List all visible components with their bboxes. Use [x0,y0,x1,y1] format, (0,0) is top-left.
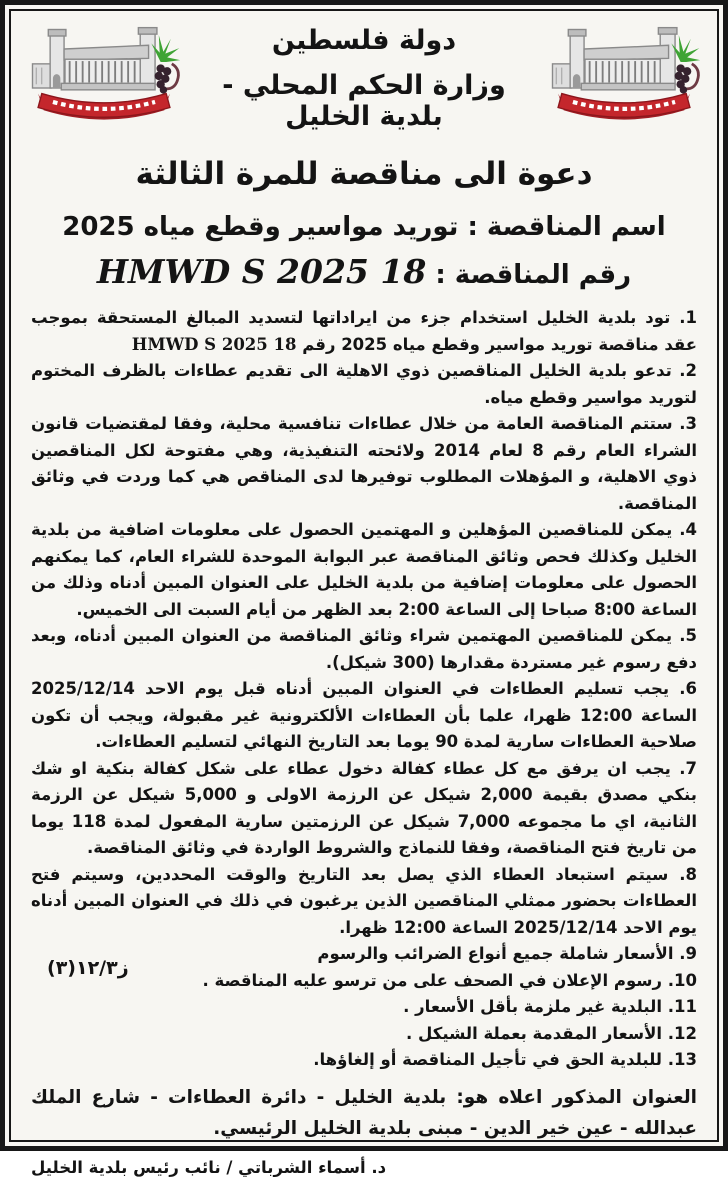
condition-item: 5. يمكن للمناقصين المهتمين شراء وثائق المناقصة من العنوان المبين أدناه، وبعد دفع رسوم غير مستردة مقدارها (300 شيكل). [31,626,697,672]
address-line: العنوان المذكور اعلاه هو: بلدية الخليل - دائرة العطاءات - شارع الملك عبدالله - عين خير الدين - مبنى بلدية الخليل الرئيسي. [31,1086,697,1139]
tender-code: HMWD S 2025 18 [96,252,427,291]
tender-conditions-list [31,305,697,1074]
condition-item: 2. تدعو بلدية الخليل المناقصين ذوي الاهلية الى تقديم عطاءات بالظرف المختوم لتوريد مواسير وقطع مياه. [31,361,697,407]
announcement-frame [9,9,719,1177]
condition-item: 13. للبلدية الحق في تأجيل المناقصة أو إلغاؤها. [313,1050,697,1069]
condition-item: 6. يجب تسليم العطاءات في العنوان المبين أدناه قبل يوم الاحد 2025/12/14 الساعة 12:00 ظهرا، علما بأن العطاءات الألكترونية غير مقبولة، ويجب أن تكون صلاحية العطاءات سارية لمدة 90 يوما بعد التاريخ النهائي لتسليم العطاءات. [31,679,698,751]
condition-item: 1. تود بلدية الخليل استخدام جزء من ايراداتها لتسديد المبالغ المستحقة بموجب عقد مناقصة توريد مواسير وقطع مياه 2025 رقم HMWD S 2025 18 [31,308,697,354]
condition-item: 11. البلدية غير ملزمة بأقل الأسعار . [403,997,697,1016]
country-title: دولة فلسطين [271,25,457,56]
tender-number-label: رقم المناقصة : [435,260,632,290]
tender-code-inline: HMWD S 2025 18 [131,334,297,354]
condition-item: 9. الأسعار شاملة جميع أنواع الضرائب والرسوم [317,944,697,963]
municipality-emblem-icon [545,23,703,127]
condition-item: 10. رسوم الإعلان في الصحف على من ترسو عليه المناقصة . [202,970,697,990]
condition-item: 4. يمكن للمناقصين المؤهلين و المهتمين الحصول على معلومات اضافية من بلدية الخليل وكذلك فحص وثائق المناقصة عبر البوابة الموحدة للشراء العام، كما يمكنهم الحصول على معلومات إضافية من بلدية الخليل على العنوان المبين أدناه وذلك من الساعة 8:00 صباحا إلى الساعة 2:00 بعد الظهر من أيام السبت الى الخميس. [31,520,697,619]
tender-number-line [31,252,697,291]
condition-item: 12. الأسعار المقدمة بعملة الشيكل . [406,1023,697,1043]
condition-item: 7. يجب ان يرفق مع كل عطاء كفالة دخول عطاء على شكل كفالة بنكية او شك بنكي مصدق بقيمة 2,000 شيكل عن الرزمة الاولى و 5,000 شيكل عن الرزمة الثانية، اي ما مجموعه 7,000 شيكل عن الرزمتين سارية المفعول لمدة 118 يوما من تاريخ فتح المناقصة، وفقا للنماذج والشروط الواردة في وثائق المناقصة. [31,758,698,857]
municipality-emblem-icon [25,23,183,127]
condition-item: 3. ستتم المناقصة العامة من خلال عطاءات تنافسية محلية، وفقا لمقتضيات قانون الشراء العام رقم 8 لعام 2014 ولائحته التنفيذية، وهي مفتوحة لكل المناقصين ذوي الاهلية، و المؤهلات المطلوب توفيرها لدى المناقص هي كما وردت في وثائق المناقصة. [31,414,697,513]
tender-name-line: اسم المناقصة : توريد مواسير وقطع مياه 2025 [62,212,666,242]
condition-item: 8. سيتم استبعاد العطاء الذي يصل بعد التاريخ والوقت المحددين، وسيتم فتح العطاءات بحضور ممثلي المناقصين الذين يرغبون في ذلك في العنوان المبين أدناه يوم الاحد 2025/12/14 الساعة 12:00 ظهرا. [31,864,697,937]
ministry-municipality-title: وزارة الحكم المحلي - بلدية الخليل [222,70,506,132]
invitation-title: دعوة الى مناقصة للمرة الثالثة [135,156,593,192]
reference-note: ز١٢/٣(٣) [47,957,129,979]
signature-line: د. أسماء الشرباتي / نائب رئيس بلدية الخليل [31,1157,387,1177]
hebron-municipality-logo-left [25,23,183,127]
hebron-municipality-logo-right [545,23,703,127]
